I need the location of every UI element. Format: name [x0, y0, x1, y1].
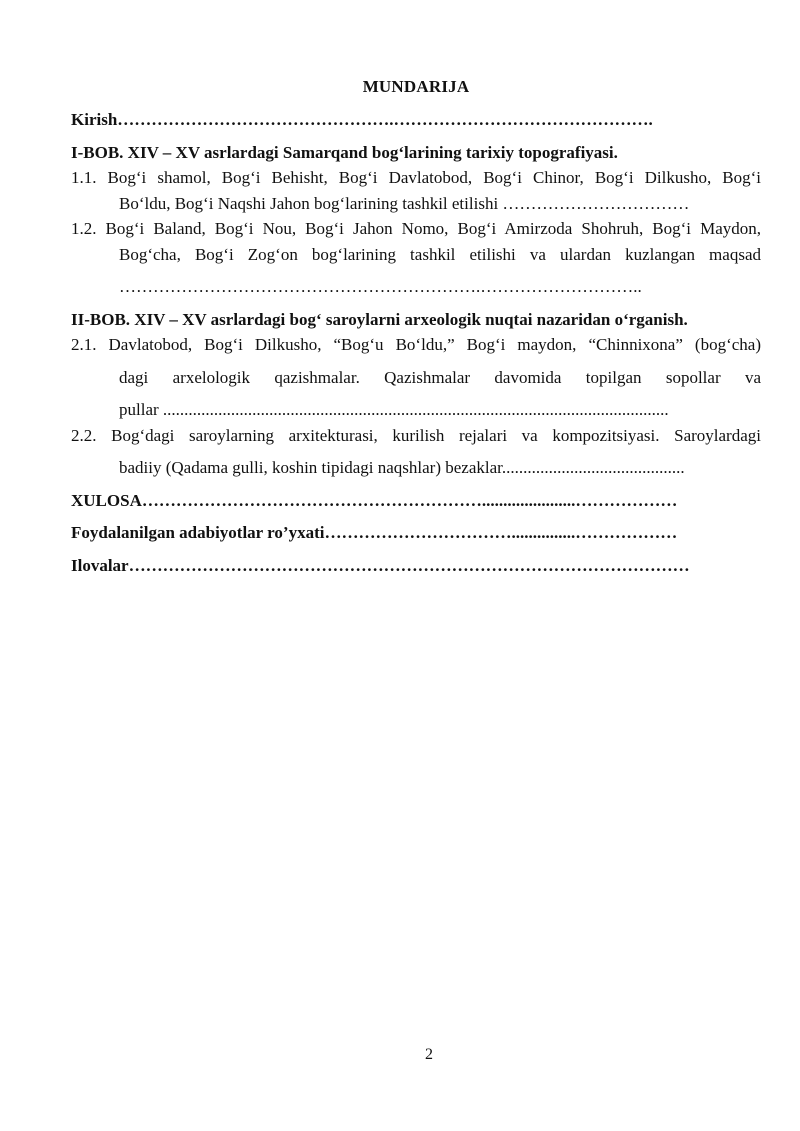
toc-entry-conclusion — [71, 488, 761, 514]
table-of-contents — [71, 107, 761, 578]
toc-section-2-1 — [71, 332, 761, 423]
toc-intro-leaders: ………………………………………….………………………………………. — [117, 110, 653, 129]
page-number: 2 — [425, 1046, 433, 1063]
toc-appendix-leaders: ……………………………………………………………………………………… — [128, 555, 690, 575]
toc-section-2-1-line2: dagi arxelologik qazishmalar. Qazishmalar davomida topilgan sopollar va — [119, 367, 761, 387]
toc-references-label: Foydalanilgan adabiyotlar ro’yxati — [71, 523, 325, 542]
toc-section-1-2-line3: ……………………………………………………….……………………….. — [119, 277, 642, 296]
toc-section-1-1 — [71, 165, 761, 216]
toc-section-2-2 — [71, 423, 761, 481]
toc-section-1-2 — [71, 216, 761, 300]
toc-conclusion-label: XULOSA — [71, 490, 142, 510]
toc-references-leaders: ……………………………...............……………… — [324, 523, 678, 542]
toc-chapter-2-heading: II-BOB. XIV – XV asrlardagi bog‘ saroylarni arxeologik nuqtai nazaridan o‘rganish. — [71, 309, 688, 329]
toc-conclusion-leaders: ……………………………………………………......................……………… — [141, 490, 678, 510]
toc-entry-intro — [71, 107, 761, 133]
document-title: MUNDARIJA — [362, 77, 470, 96]
toc-appendix-label: Ilovalar — [71, 555, 129, 575]
toc-section-1-2-line1: 1.2. Bog‘i Baland, Bog‘i Nou, Bog‘i Jahon Nomo, Bog‘i Amirzoda Shohruh, Bog‘i Maydon, — [71, 219, 761, 238]
toc-chapter-1-heading: I-BOB. XIV – XV asrlardagi Samarqand bog‘larining tarixiy topografiyasi. — [71, 142, 618, 162]
toc-section-1-1-line2: Bo‘ldu, Bog‘i Naqshi Jahon bog‘larining tashkil etilishi …………………………… — [119, 193, 690, 213]
toc-entry-appendix — [71, 553, 761, 579]
toc-section-1-2-line2: Bog‘cha, Bog‘i Zog‘on bog‘larining tashkil etilishi va ulardan kuzlangan maqsad — [119, 244, 761, 264]
toc-section-2-1-line3: pullar ....................................................................................................................... — [119, 400, 669, 419]
toc-entry-references — [71, 520, 761, 546]
toc-intro-label: Kirish — [71, 110, 118, 129]
toc-section-1-1-line1: 1.1. Bog‘i shamol, Bog‘i Behisht, Bog‘i Davlatobod, Bog‘i Chinor, Bog‘i Dilkusho, Bog‘i — [71, 168, 761, 187]
toc-section-2-2-line2: badiiy (Qadama gulli, koshin tipidagi naqshlar) bezaklar........................................... — [119, 458, 685, 477]
toc-section-2-2-line1: 2.2. Bog‘dagi saroylarning arxitekturasi, kurilish rejalari va kompozitsiyasi. Saroylardagi — [71, 425, 761, 445]
toc-section-2-1-line1: 2.1. Davlatobod, Bog‘i Dilkusho, “Bog‘u Bo‘ldu,” Bog‘i maydon, “Chinnixona” (bog‘cha) — [71, 335, 761, 354]
